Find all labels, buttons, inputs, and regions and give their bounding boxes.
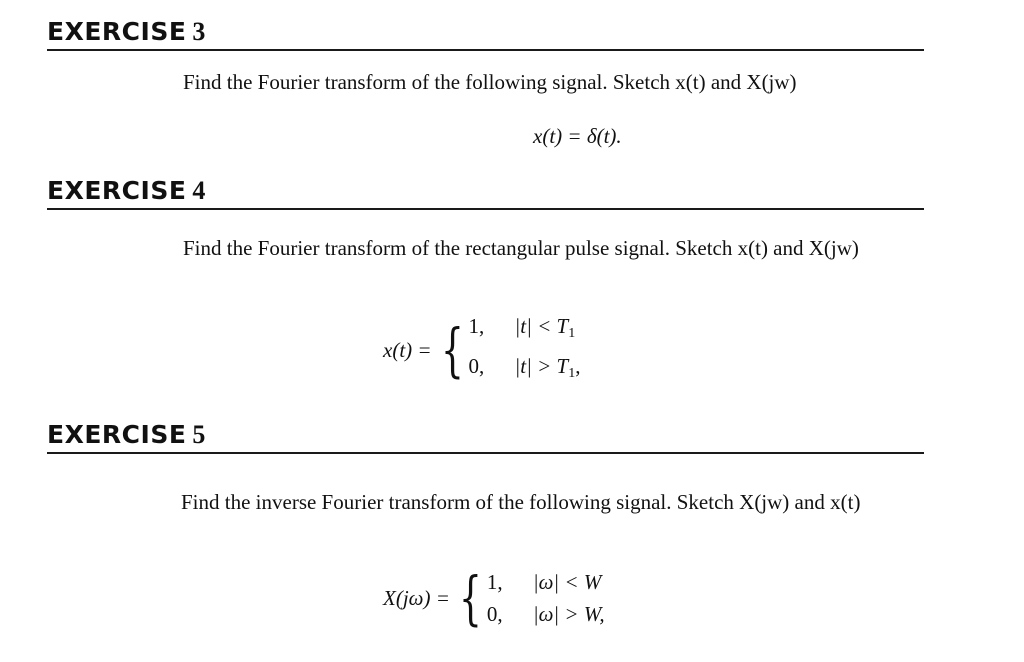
exercise-4-case2-cond-sub: 1 (568, 366, 576, 381)
exercise-4-case2-condition (514, 353, 580, 387)
exercise-3-heading (47, 16, 924, 51)
exercise-5-cases (487, 569, 605, 627)
exercise-5-case2-condition (533, 601, 605, 627)
exercise-4-case2-value: 0, (468, 354, 485, 378)
exercise-3-equation (533, 124, 622, 149)
exercise-5-piecewise (383, 564, 605, 632)
exercise-3-prompt: Find the Fourier transform of the following signal. Sketch x(t) and X(jw) (183, 70, 797, 94)
exercise-3-word: EXERCISE (47, 17, 187, 46)
exercise-4-word: EXERCISE (47, 176, 187, 205)
exercise-5-word: EXERCISE (47, 420, 187, 449)
exercise-5-case2-value: 0, (486, 602, 503, 626)
exercise-3-equation-text: x(t) = δ(t). (533, 124, 622, 148)
exercise-4-case2-cond-tail: , (575, 354, 581, 378)
exercise-4-brace: { (440, 316, 464, 384)
exercise-4-case1-condition (514, 313, 580, 347)
exercise-4-number: 4 (192, 176, 206, 205)
exercise-5-lhs-text: X(jω) = (383, 585, 450, 610)
exercise-4-lhs-text: x(t) = (383, 337, 432, 362)
exercise-5-brace: { (458, 564, 482, 632)
exercise-4-case1-cond-main: |t| < T (514, 314, 569, 338)
exercise-4-case2-cond-main: |t| > T (514, 354, 569, 378)
exercise-5-case2-cond-text: |ω| > W, (532, 602, 605, 626)
exercise-4-prompt: Find the Fourier transform of the rectangular pulse signal. Sketch x(t) and X(jw) (183, 236, 859, 260)
exercise-5-lhs (383, 586, 450, 611)
exercise-4-case1-cond-sub: 1 (568, 326, 576, 341)
exercise-5-case1-value: 1, (486, 570, 503, 594)
exercise-3-number: 3 (192, 17, 206, 46)
exercise-4-cases (468, 313, 580, 387)
exercise-5-number: 5 (192, 420, 206, 449)
exercise-4-piecewise (383, 313, 580, 387)
exercise-5-heading (47, 419, 924, 454)
exercise-4-heading (47, 175, 924, 210)
exercise-5-prompt: Find the inverse Fourier transform of the following signal. Sketch X(jw) and x(t) (181, 490, 861, 514)
exercise-4-case1-value: 1, (468, 314, 485, 338)
exercise-4-lhs (383, 338, 432, 363)
exercise-5-case1-condition (533, 569, 605, 595)
exercise-5-case1-cond-text: |ω| < W (532, 570, 602, 594)
